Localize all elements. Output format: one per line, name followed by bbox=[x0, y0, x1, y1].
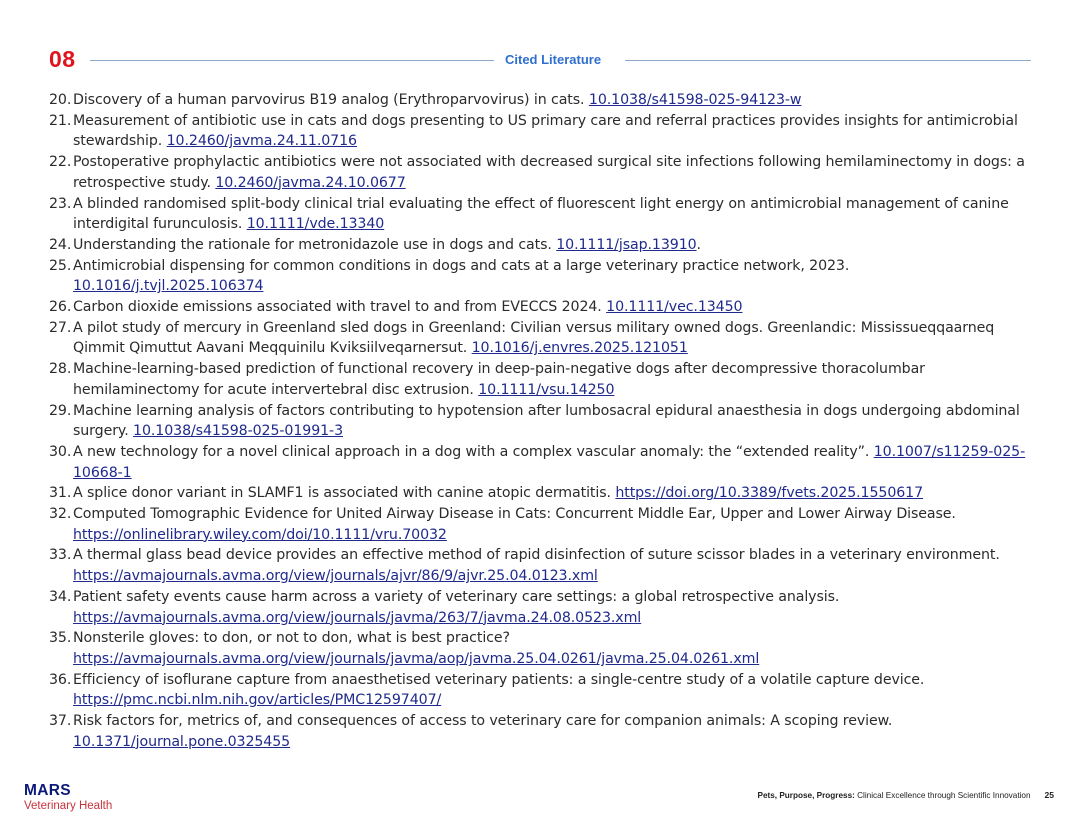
page-number: 25 bbox=[1044, 790, 1054, 800]
reference-number: 20. bbox=[49, 92, 72, 108]
reference-title: Nonsterile gloves: to don, or not to don, what is best practice? bbox=[73, 630, 510, 647]
reference-title: Machine learning analysis of factors contributing to hypotension after lumbosacral epidural anaesthesia in dogs undergoing abdominal surgery. bbox=[73, 402, 1020, 440]
reference-title: Computed Tomographic Evidence for United Airway Disease in Cats: Concurrent Middle Ear, Upper and Lower Airway Disease. bbox=[73, 506, 956, 523]
reference-number: 23. bbox=[49, 195, 72, 212]
reference-title: A splice donor variant in SLAMF1 is associated with canine atopic dermatitis. bbox=[73, 485, 616, 502]
reference-number: 36. bbox=[49, 671, 72, 688]
reference-number: 27. bbox=[49, 319, 72, 336]
reference-number: 24. bbox=[49, 236, 72, 253]
reference-item bbox=[49, 90, 1039, 111]
section-title: Cited Literature bbox=[505, 52, 602, 67]
header-divider-right bbox=[625, 60, 1031, 61]
reference-number: 37. bbox=[49, 713, 72, 730]
reference-link[interactable]: 10.1038/s41598-025-01991-3 bbox=[133, 423, 344, 440]
reference-title: Efficiency of isoflurane capture from anaesthetised veterinary patients: a single-centre study of a volatile capture device. bbox=[73, 671, 925, 688]
reference-title: A pilot study of mercury in Greenland sled dogs in Greenland: Civilian versus military owned dogs. Greenlandic: Mississueqqaarneq Qimmit Qimuttut Aavani Meqquinilu Kviksiilveqarnersut. bbox=[73, 319, 995, 357]
reference-title: A thermal glass bead device provides an effective method of rapid disinfection of suture scissor blades in a veterinary environment. bbox=[73, 547, 1000, 564]
reference-title: Risk factors for, metrics of, and consequences of access to veterinary care for companion animals: A scoping review. bbox=[73, 713, 893, 730]
logo-mars-text: MARS bbox=[24, 782, 71, 799]
reference-link[interactable]: 10.2460/javma.24.10.0677 bbox=[215, 174, 406, 191]
reference-number: 31. bbox=[49, 485, 72, 502]
reference-item bbox=[49, 359, 1039, 400]
reference-title: A new technology for a novel clinical approach in a dog with a complex vascular anomaly: the “extended reality”. bbox=[73, 443, 874, 460]
reference-item bbox=[49, 670, 1039, 711]
reference-trailing: . bbox=[696, 236, 701, 253]
reference-number: 30. bbox=[49, 443, 72, 460]
reference-item bbox=[49, 235, 1039, 256]
reference-item bbox=[49, 587, 1039, 628]
reference-number: 22. bbox=[49, 154, 72, 171]
reference-link[interactable]: https://onlinelibrary.wiley.com/doi/10.1111/vru.70032 bbox=[73, 526, 447, 543]
reference-title: Antimicrobial dispensing for common conditions in dogs and cats at a large veterinary practice network, 2023. bbox=[73, 257, 850, 274]
reference-link[interactable]: https://avmajournals.avma.org/view/journals/ajvr/86/9/ajvr.25.04.0123.xml bbox=[73, 568, 598, 585]
reference-link[interactable]: https://pmc.ncbi.nlm.nih.gov/articles/PMC12597407/ bbox=[73, 692, 442, 709]
reference-item bbox=[49, 711, 1039, 752]
reference-item bbox=[49, 545, 1039, 586]
reference-link[interactable]: https://doi.org/10.3389/fvets.2025.1550617 bbox=[615, 485, 924, 502]
reference-title: A blinded randomised split-body clinical trial evaluating the effect of fluorescent light energy on antimicrobial management of canine interdigital furunculosis. bbox=[73, 195, 1009, 233]
chapter-number: 08 bbox=[49, 46, 76, 72]
header-divider-left bbox=[90, 60, 494, 61]
reference-item bbox=[49, 442, 1039, 483]
reference-item bbox=[49, 111, 1039, 152]
reference-link[interactable]: 10.1016/j.tvjl.2025.106374 bbox=[73, 278, 264, 295]
reference-number: 29. bbox=[49, 402, 72, 419]
reference-link[interactable]: 10.1038/s41598-025-94123-w bbox=[588, 92, 802, 108]
reference-link[interactable]: 10.1371/journal.pone.0325455 bbox=[73, 733, 291, 750]
reference-item bbox=[49, 504, 1039, 545]
reference-link[interactable]: 10.1016/j.envres.2025.121051 bbox=[471, 340, 688, 357]
reference-number: 35. bbox=[49, 630, 72, 647]
tagline-bold: Pets, Purpose, Progress: bbox=[757, 791, 855, 800]
reference-title: Carbon dioxide emissions associated with travel to and from EVECCS 2024. bbox=[73, 299, 607, 316]
tagline-rest: Clinical Excellence through Scientific Innovation bbox=[854, 791, 1031, 800]
reference-link[interactable]: 10.2460/javma.24.11.0716 bbox=[166, 133, 357, 150]
reference-number: 28. bbox=[49, 361, 72, 378]
reference-title: Postoperative prophylactic antibiotics were not associated with decreased surgical site infections following hemilaminectomy in dogs: a retrospective study. bbox=[73, 154, 1025, 191]
reference-item bbox=[49, 194, 1039, 235]
reference-title: Discovery of a human parvovirus B19 analog (Erythroparvovirus) in cats. bbox=[73, 92, 589, 108]
reference-link[interactable]: 10.1111/jsap.13910 bbox=[556, 236, 697, 253]
reference-item bbox=[49, 152, 1039, 193]
reference-number: 34. bbox=[49, 588, 72, 605]
reference-link[interactable]: 10.1111/vsu.14250 bbox=[478, 381, 615, 398]
reference-link[interactable]: https://avmajournals.avma.org/view/journals/javma/263/7/javma.24.08.0523.xml bbox=[73, 609, 642, 626]
reference-title: Measurement of antibiotic use in cats and dogs presenting to US primary care and referral practices provides insights for antimicrobial stewardship. bbox=[73, 112, 1018, 150]
reference-number: 32. bbox=[49, 506, 72, 523]
logo-subtitle-text: Veterinary Health bbox=[24, 800, 113, 812]
footer-tagline bbox=[757, 790, 1054, 800]
reference-item bbox=[49, 401, 1039, 442]
reference-title: Machine-learning-based prediction of functional recovery in deep-pain-negative dogs after decompressive thoracolumbar hemilaminectomy for acute intervertebral disc extrusion. bbox=[73, 361, 925, 398]
mars-veterinary-health-logo bbox=[24, 783, 112, 813]
reference-number: 26. bbox=[49, 299, 72, 316]
page-header bbox=[0, 44, 1080, 74]
reference-item bbox=[49, 297, 1039, 318]
reference-item bbox=[49, 318, 1039, 359]
reference-link[interactable]: 10.1111/vde.13340 bbox=[246, 216, 385, 233]
reference-number: 25. bbox=[49, 257, 72, 274]
reference-number: 33. bbox=[49, 547, 72, 564]
reference-list bbox=[49, 90, 1039, 753]
reference-link[interactable]: https://avmajournals.avma.org/view/journals/javma/aop/javma.25.04.0261/javma.25.04.0261.xml bbox=[73, 650, 760, 667]
reference-title: Understanding the rationale for metronidazole use in dogs and cats. bbox=[73, 236, 557, 253]
reference-link[interactable]: 10.1007/s11259-025-10668-1 bbox=[73, 443, 1026, 481]
reference-number: 21. bbox=[49, 112, 72, 129]
reference-item bbox=[49, 628, 1039, 669]
reference-title: Patient safety events cause harm across a variety of veterinary care settings: a global retrospective analysis. bbox=[73, 588, 840, 605]
reference-link[interactable]: 10.1111/vec.13450 bbox=[606, 299, 743, 316]
reference-item bbox=[49, 256, 1039, 297]
reference-item bbox=[49, 483, 1039, 504]
